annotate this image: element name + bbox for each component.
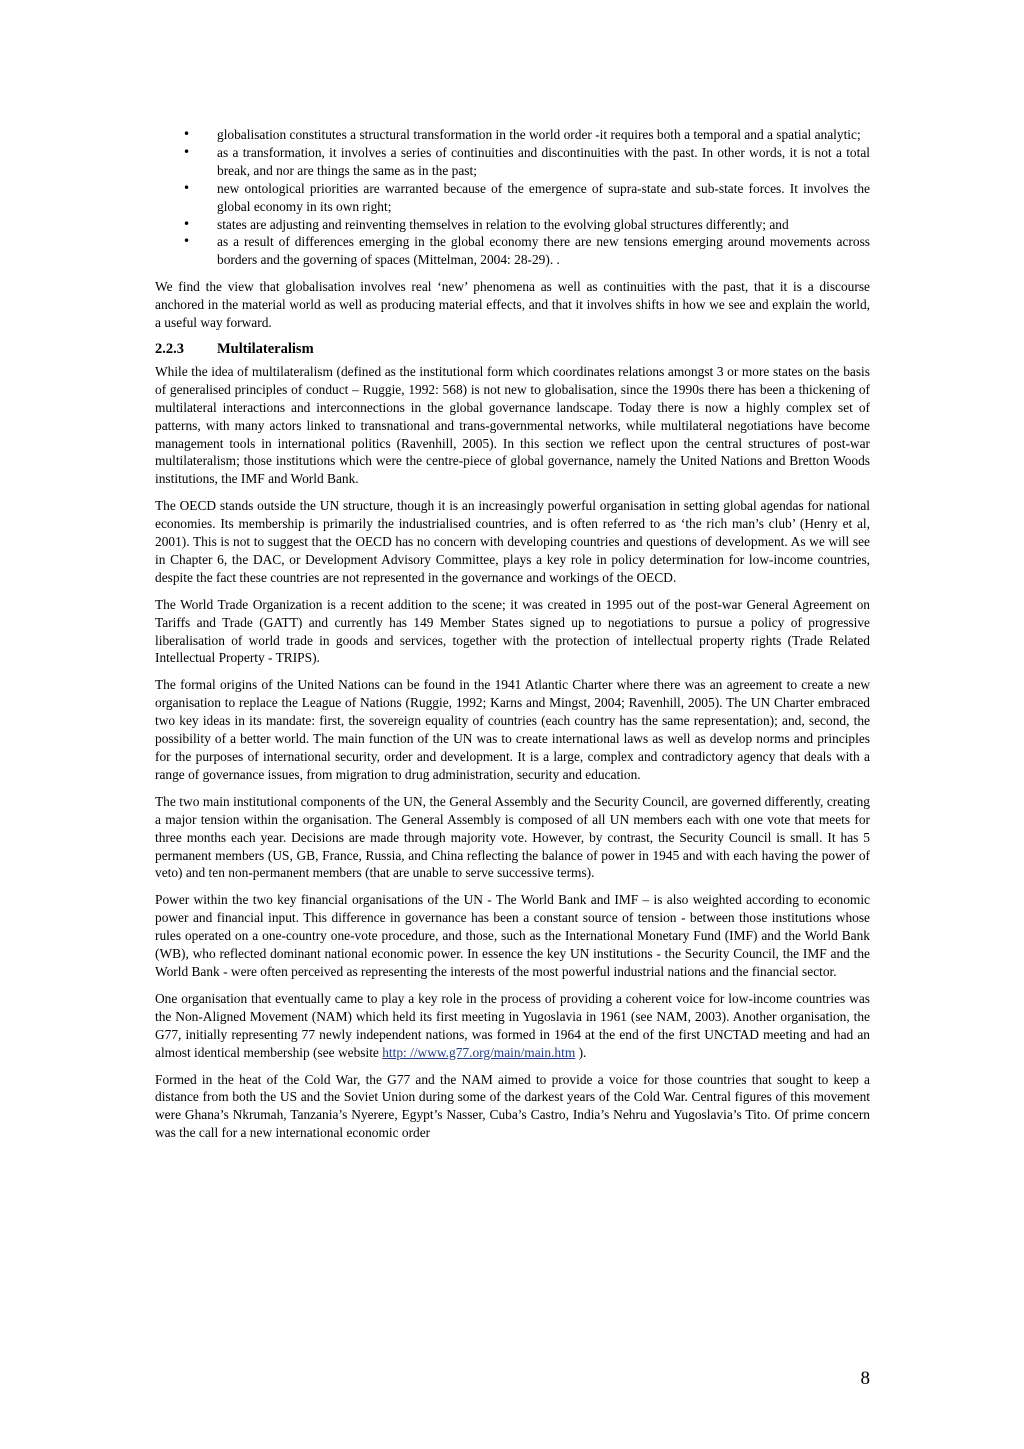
list-item-text: new ontological priorities are warranted because of the emergence of supra-state and sub-state forces. It involves the global economy in its own right; [217, 180, 870, 214]
paragraph: The formal origins of the United Nations can be found in the 1941 Atlantic Charter where there was an agreement to create a new organisation to replace the League of Nations (Ruggie, 1992; Karns and Mingst, 2004; Ravenhill, 2005). The UN Charter embraced two key ideas in its mandate: first, the sovereign equality of countries (each country has the same representation); and, second, the possibility of a better world. The main function of the UN was to create international laws as well as develop norms and principles for the purposes of international security, order and development. It is a large, complex and contradictory agency that deals with a range of governance issues, from migration to drug administration, security and education. [155, 677, 870, 782]
list-item-text: globalisation constitutes a structural transformation in the world order -it requires both a temporal and a spatial analytic; [217, 127, 861, 142]
list-item-text: states are adjusting and reinventing themselves in relation to the evolving global structures differently; and [217, 216, 789, 232]
intro-paragraph: We find the view that globalisation involves real ‘new’ phenomena as well as continuities with the past, that it is a discourse anchored in the material world as well as producing material effects, and that it involves shifts in how we see and explain the world, a useful way forward. [155, 279, 870, 331]
paragraph: The World Trade Organization is a recent addition to the scene; it was created in 1995 out of the post-war General Agreement on Tariffs and Trade (GATT) and currently has 149 Member States signed up to negotiations to pursue a policy of progressive liberalisation of world trade in goods and services, together with the protection of intellectual property rights (Trade Related Intellectual Property - TRIPS). [155, 596, 870, 666]
paragraph: While the idea of multilateralism (defined as the institutional form which coordinates relations amongst 3 or more states on the basis of generalised principles of conduct – Ruggie, 1992: 568) is not new to globalisation, since the 1990s there has been a thickening of multilateral interactions and interconnections in the global governance landscape. Today there is now a highly complex set of patterns, with many actors linked to transnational and trans-governmental networks, while multilateral negotiations have become management tools in international politics (Ravenhill, 2005). In this section we reflect upon the central structures of post-war multilateralism; those institutions which were the centre-piece of global governance, namely the United Nations and Bretton Woods institutions, the IMF and World Bank. [155, 363, 870, 487]
list-item [155, 216, 870, 234]
list-item-text: as a result of differences emerging in the global economy there are new tensions emerging around movements across borders and the governing of spaces (Mittelman, 2004: 28-29). . [217, 234, 870, 268]
list-item [155, 144, 870, 180]
list-item [155, 180, 870, 216]
bullet-icon: • [183, 180, 191, 195]
bullet-icon: • [183, 234, 191, 249]
page-number: 8 [860, 1368, 870, 1389]
page-body [155, 126, 870, 1142]
nam-paragraph-end: ). [575, 1044, 587, 1060]
g77-website-link[interactable]: http: //www.g77.org/main/main.htm [382, 1044, 576, 1060]
final-paragraph: Formed in the heat of the Cold War, the G77 and the NAM aimed to provide a voice for those countries that sought to keep a distance from both the US and the Soviet Union during some of the darkest years of the Cold War. Central figures of this movement were Ghana’s Nkrumah, Tanzania’s Nyerere, Egypt’s Nasser, Cuba’s Castro, India’s Nehru and Yugoslavia’s Tito. Of prime concern was the call for a new international economic order [155, 1071, 870, 1141]
section-number: 2.2.3 [155, 340, 184, 357]
bullet-list [155, 126, 870, 269]
bullet-icon: • [183, 144, 191, 159]
paragraph: Power within the two key financial organisations of the UN - The World Bank and IMF – is also weighted according to economic power and financial input. This difference in governance has been a constant source of tension - between those institutions whose rules operated on a one-country one-vote procedure, and those, such as the International Monetary Fund (IMF) and the World Bank (WB), who reflected dominant national economic power. In essence the key UN institutions - the Security Council, the IMF and the World Bank - were often perceived as representing the interests of the most powerful industrial nations and the financial sector. [155, 892, 870, 979]
paragraph: The two main institutional components of the UN, the General Assembly and the Security Council, are governed differently, creating a major tension within the organisation. The General Assembly is composed of all UN members each with one vote that meets for three months each year. Decisions are made through majority vote. However, by contrast, the Security Council is small. It has 5 permanent members (US, GB, France, Russia, and China reflecting the balance of power in 1945 and with each having the power of veto) and ten non-permanent members (that are unable to serve successive terms). [155, 793, 870, 881]
paragraph: The OECD stands outside the UN structure, though it is an increasingly powerful organisation in setting global agendas for national economies. Its membership is primarily the industrialised countries, and is often referred to as ‘the rich man’s club’ (Henry et al, 2001). This is not to suggest that the OECD has no concern with developing countries and questions of development. As we will see in Chapter 6, the DAC, or Development Advisory Committee, plays a key role in policy determination for low-income countries, despite the fact these countries are not represented in the governance and workings of the OECD. [155, 498, 870, 585]
list-item [155, 126, 870, 144]
list-item [155, 233, 870, 269]
section-title: Multilateralism [217, 340, 314, 357]
bullet-icon: • [183, 216, 191, 231]
nam-paragraph [155, 990, 870, 1062]
list-item-text: as a transformation, it involves a series of continuities and discontinuities with the past. In other words, it is not a total break, and nor are things the same as in the past; [217, 144, 870, 178]
bullet-icon: • [183, 127, 191, 141]
section-heading [155, 341, 870, 359]
nam-paragraph-text: One organisation that eventually came to play a key role in the process of providing a coherent voice for low-income countries was the Non-Aligned Movement (NAM) which held its first meeting in Yugoslavia in 1961 (see NAM, 2003). Another organisation, the G77, initially representing 77 newly independent nations, was formed in 1964 at the end of the first UNCTAD meeting and had an almost identical membership (see website [155, 990, 870, 1060]
